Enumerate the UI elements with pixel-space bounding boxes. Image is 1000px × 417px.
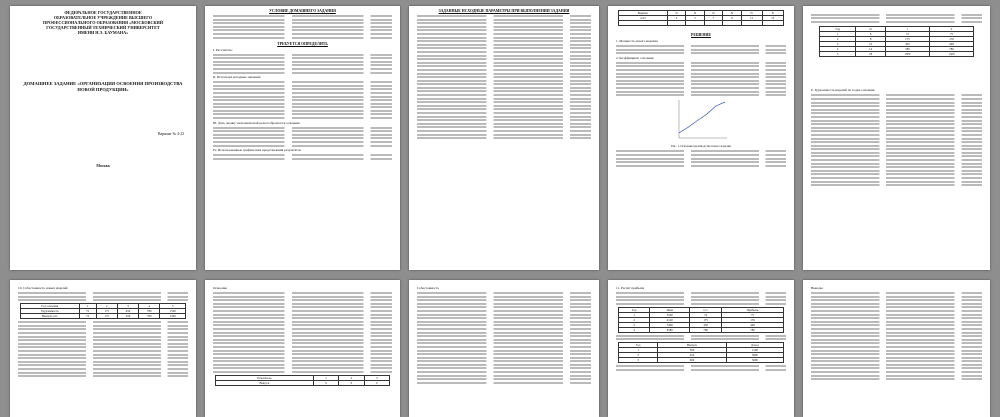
table-cell: Трудоёмкость (21, 309, 80, 314)
page-cost (10, 280, 196, 417)
page-conditions (205, 6, 400, 270)
page-heading: РЕШЕНИЕ (691, 33, 711, 37)
page-heading: ЗАДАННЫЕ ИСХОДНЫЕ ПАРАМЕТРЫ ПРИ ВЫПОЛНЕНИИ ЗАДАНИЯ (438, 9, 570, 13)
page-parameters (409, 6, 599, 270)
page-labor (803, 6, 990, 270)
table-header: 4 (139, 304, 160, 309)
section-label: Себестоимость (417, 286, 439, 290)
page-profit (608, 280, 794, 417)
table-cell: 450 (117, 314, 138, 319)
table-cell: 450 (117, 309, 138, 314)
page-solution (608, 6, 794, 270)
table-header: 2 (96, 304, 117, 309)
summary-table: Показатель 1 2 3 Выпуск 0 0 0 (215, 375, 390, 386)
table-cell: 175 (96, 309, 117, 314)
section-label: 10. Себестоимость новых изделий (18, 286, 68, 290)
results-table: Год Выпуск Доход 1 300 1500 2 450 3800 3 600 5600 (618, 342, 784, 363)
table-header: 5 (160, 304, 186, 309)
section-label: Освоение (213, 286, 227, 290)
table-header: 1 (79, 304, 96, 309)
labor-table: Год N t T 1 6 72 75 2 8 175 176 3 12 450 448 4 14 780 780 5 18 1500 1500 (819, 26, 974, 57)
header-line: ОБРАЗОВАТЕЛЬНОЕ УЧРЕЖДЕНИЕ ВЫСШЕГО (53, 15, 153, 20)
page-heading: УСЛОВИЕ ДОМАШНЕГО ЗАДАНИЯ (269, 9, 336, 13)
table-cell: 1500 (160, 314, 186, 319)
section-label: Выводы (811, 286, 823, 290)
page-mastering (205, 280, 400, 417)
table-header: 3 (117, 304, 138, 309)
table-cell: 780 (139, 314, 160, 319)
section-label: II. Используя исходные значения (213, 75, 261, 80)
header-line: ИМЕНИ Н.Э. БАУМАНА» (77, 30, 129, 35)
chart-caption: Рис. 1. Освоение производства нового изделия (671, 144, 731, 149)
section-label: 11. Расчёт прибыли (616, 286, 645, 290)
table-cell: Выпуск, шт. (21, 314, 80, 319)
assignment-title: ДОМАШНЕЕ ЗАДАНИЕ «ОРГАНИЗАЦИЯ ОСВОЕНИЯ ПРОИЗВОДСТВА НОВОЙ ПРОДУКЦИИ» (23, 81, 183, 92)
variant-label: Вариант № 4-23 (157, 132, 184, 136)
table-row (21, 314, 186, 319)
header-line: ФЕДЕРАЛЬНОЕ ГОСУДАРСТВЕННОЕ (64, 10, 142, 15)
header-line: ГОСУДАРСТВЕННЫЙ ТЕХНИЧЕСКИЙ УНИВЕРСИТЕТ (46, 25, 160, 30)
table-header: Год освоения (21, 304, 80, 309)
step-label: 2. Коэффициент освоения (616, 55, 654, 60)
series-line (679, 102, 725, 133)
header-line: ПРОФЕССИОНАЛЬНОГО ОБРАЗОВАНИЯ «МОСКОВСКИЙ (42, 20, 164, 25)
table-cell: 780 (139, 309, 160, 314)
section-heading: ТРЕБУЕТСЯ ОПРЕДЕЛИТЬ (277, 41, 328, 46)
data-table: Вариант N N N N N N 4-23 3 5 7 9 11 13 (618, 10, 784, 26)
city-label: Москва (96, 164, 110, 168)
mastering-chart (673, 98, 729, 142)
step-label: 1. Мощность нового изделия (616, 39, 658, 43)
section-label: 6. Трудоемкость изделий по годам освоения (811, 88, 875, 93)
page-conclusions (803, 280, 990, 417)
table-cell: 72 (79, 309, 96, 314)
volume-table (20, 303, 186, 319)
section-label: I. Рассчитать: (213, 47, 233, 52)
table-cell: 1500 (160, 309, 186, 314)
page-costing (409, 280, 599, 417)
institution-header (10, 10, 196, 35)
title-page (10, 6, 196, 270)
section-label: IV. Использованные графические представления результатов (213, 148, 301, 153)
profit-table: Год Цена С/с Прибыль 1 3560 72 75 2 4120 175 176 3 5400 450 448 4 6580 780 780 (618, 307, 784, 333)
table-cell: 175 (96, 314, 117, 319)
section-label: III. Дать оценку экономической целесообразности освоения (213, 120, 300, 125)
table-cell: 72 (79, 314, 96, 319)
